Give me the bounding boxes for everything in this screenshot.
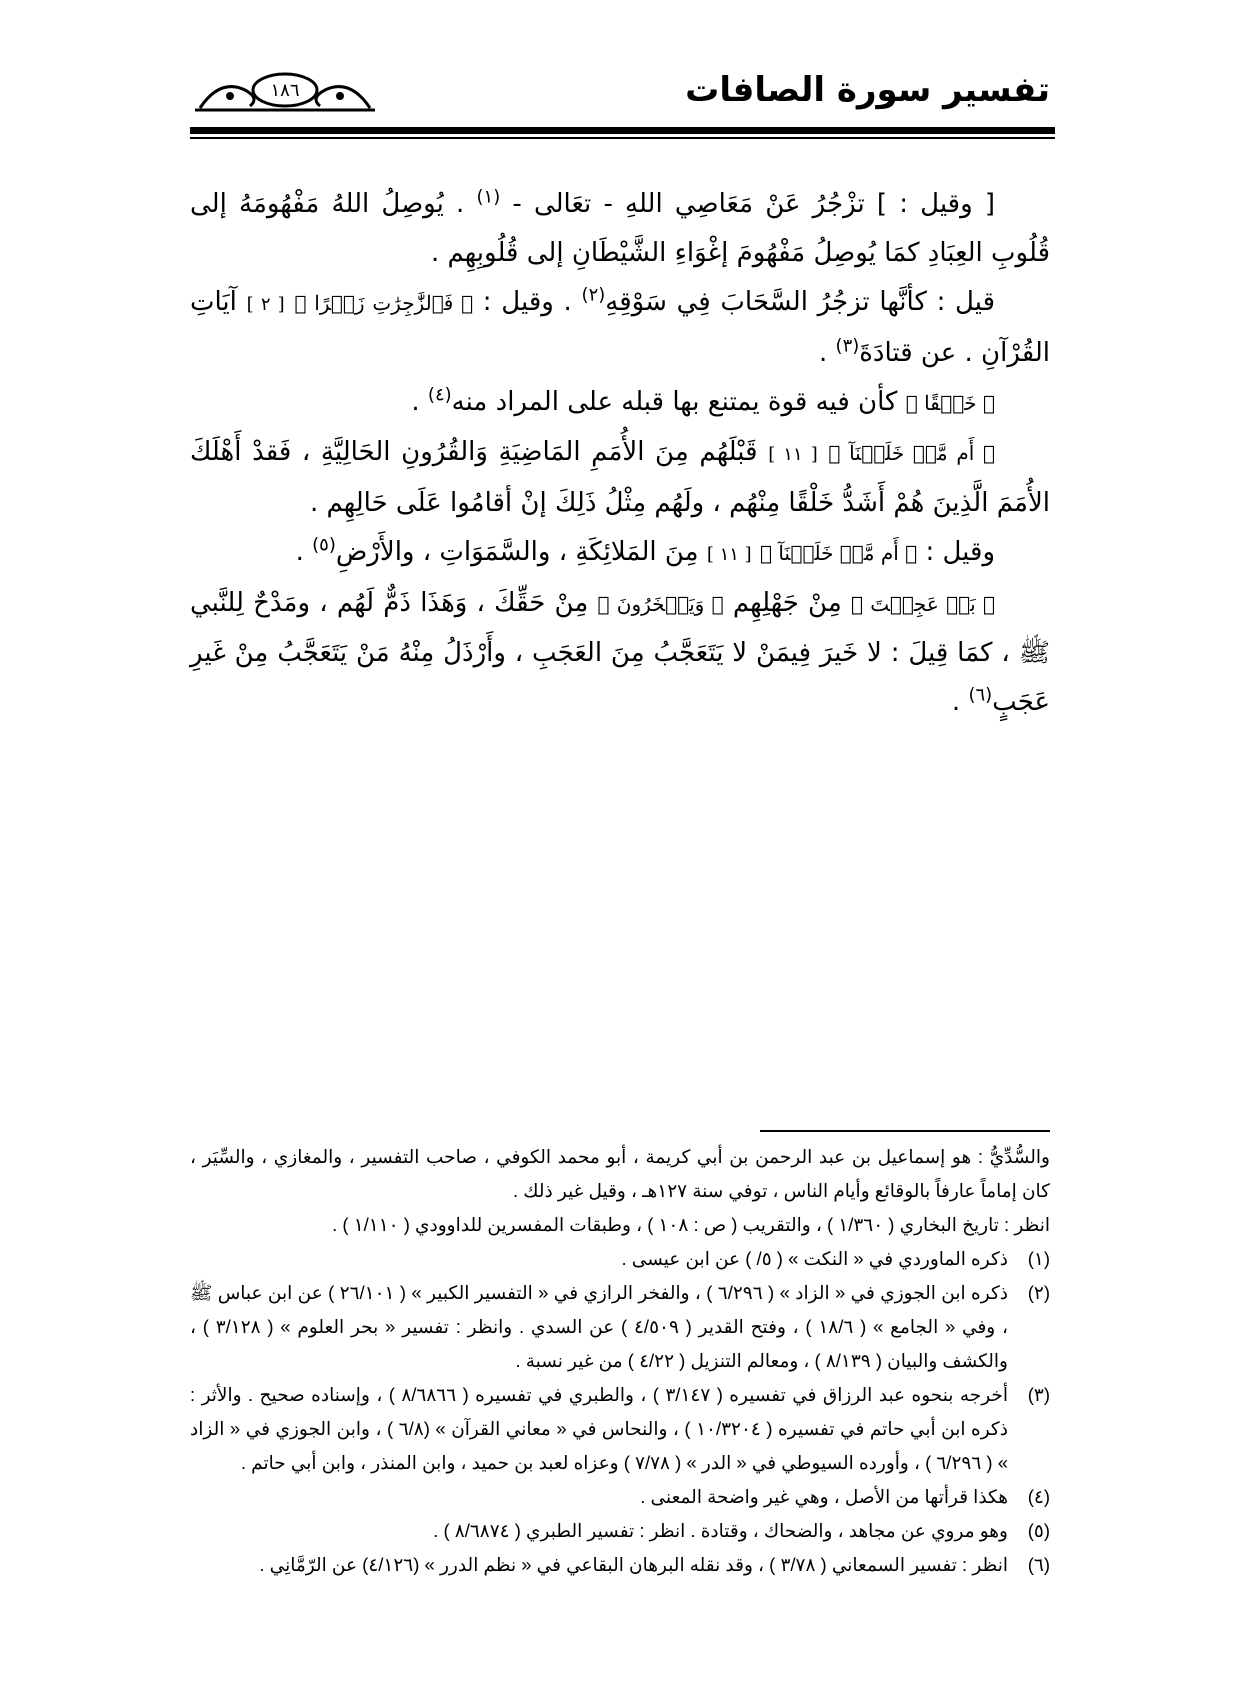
page-number: ١٨٦ [270,80,300,101]
quran-quote: ﴿ خَلۡقًا ﴾ [905,391,995,415]
paragraph-2: قيل : كأنَّها تزجُرُ السَّحَابَ فِي سَوْقِهِ$^{(٢)}$ . وقيل : ﴿ فَٱلزَّٰجِرَٰتِ زَجۡرًا ﴾ [ ٢ ] آيَاتِ القُرْآنِ . عن قتادَةَ$^{(٣)}$ . [190,284,1050,368]
footnote-continuation: والسُّدِّيُّ : هو إسماعيل بن عبد الرحمن بن أبي كريمة ، أبو محمد الكوفي ، صاحب التفسير ، والمغازي ، والسِّيَر ، كان إماماً عارفاً بالوقائع وأيام الناس ، توفي سنة ١٢٧هـ ، وقيل غير ذلك . [190,1146,1050,1201]
footnote-item: (٣) أخرجه بنحوه عبد الرزاق في تفسيره ( ٣/١٤٧ ) ، والطبري في تفسيره ( ٨/٦٨٦٦ ) ، وإسناده صحيح . والأثر : ذكره ابن أبي حاتم في تفسيره ( ١٠/٣٢٠٤ ) ، والنحاس في « معاني القرآن » (٦/٨ ) ، وابن الجوزي في « الزاد » ( ٦/٢٩٦ ) ، وأورده السيوطي في « الدر » ( ٧/٧٨ ) وعزاه لعبد بن حميد ، وابن المنذر ، وابن أبي حاتم . [190,1378,1050,1480]
footnote-item: (٤) هكذا قرأتها من الأصل ، وهي غير واضحة المعنى . [190,1480,1050,1514]
footnote-ref-3: (٣) [835,335,860,357]
quran-quote: ﴿ فَٱلزَّٰجِرَٰتِ زَجۡرًا ﴾ [294,291,474,315]
quran-quote: ﴿ وَيَسۡخَرُونَ ﴾ [597,592,724,616]
footnote-number: (٥) [1027,1520,1050,1541]
quran-quote: ﴿ بَلۡ عَجِبۡتَ ﴾ [850,592,995,616]
footnote-number: (٤) [1027,1486,1050,1507]
page-number-ornament [190,68,380,114]
header-rule-thick [190,127,1055,134]
paragraph-6: ﴿ بَلۡ عَجِبۡتَ ﴾ مِنْ جَهْلِهِم ﴿ وَيَسۡخَرُونَ ﴾ مِنْ حَقِّكَ ، وَهَذَا ذَمٌّ لَهُم ، ومَدْحٌ لِلنَّبي ﷺ ، كمَا قِيلَ : لا خَيرَ فِيمَنْ لا يَتَعَجَّبُ مِنَ العَجَبِ ، وأَرْذَلُ مِنْهُ مَنْ يَتَعَجَّبُ مِنْ غَيرِ عَجَبٍ$^{(٦)}$ . [190,588,1050,717]
footnote-item: (٢) ذكره ابن الجوزي في « الزاد » ( ٦/٢٩٦ ) ، والفخر الرازي في « التفسير الكبير » ( ٢٦/١٠١ ) عن ابن عباس ﷺ ، وفي « الجامع » ( ١٨/٦ ) ، وفتح القدير ( ٤/٥٠٩ ) عن السدي . وانظر : تفسير « بحر العلوم » ( ٣/١٢٨ ) ، والكشف والبيان ( ٨/١٣٩ ) ، ومعالم التنزيل ( ٤/٢٢ ) من غير نسبة . [190,1276,1050,1378]
paragraph-1: [ وقيل : ] تزْجُرُ عَنْ مَعَاصِي اللهِ - تعَالى - $^{(١)}$ . يُوصِلُ اللهُ مَفْهُومَهُ إلى قُلُوبِ العِبَادِ كمَا يُوصِلُ مَفْهُومَ إغْوَاءِ الشَّيْطَانِ إلى قُلُوبِهِم . [190,186,1050,268]
verse-ref: [ ١١ ] [768,444,818,465]
footnote-ref-6: (٦) [968,684,993,706]
page-title: تفسير سورة الصافات [685,70,1050,110]
footnote-number: (١) [1027,1248,1050,1269]
footnote-separator [760,1130,1050,1132]
verse-ref: [ ١١ ] [706,544,752,565]
paragraph-5: وقيل : ﴿ أَم مَّنۡ خَلَقۡنَآ ﴾ [ ١١ ] مِنَ المَلائِكَةِ ، والسَّمَوَاتِ ، والأَرْضِ$^{(٥)}$ . [295,534,995,567]
footnote-ref-5: (٥) [312,534,336,556]
quran-quote: ﴿ أَم مَّنۡ خَلَقۡنَآ ﴾ [759,541,918,565]
footnote-ref-1: (١) [476,186,501,208]
footnote-item: (١) ذكره الماوردي في « النكت » ( ٥/ ) عن ابن عيسى . [190,1242,1050,1276]
paragraph-4: ﴿ أَم مَّنۡ خَلَقۡنَآ ﴾ [ ١١ ] قَبْلَهُم مِنَ الأُمَمِ المَاضِيَةِ وَالقُرُونِ الحَالِيَّةِ ، فَقدْ أَهْلَكَ الأُمَمَ الَّذِينَ هُمْ أَشَدُّ خَلْقًا مِنْهُم ، ولَهُم مِثْلُ ذَلِكَ إنْ أقامُوا عَلَى حَالِهِم . [190,437,1050,518]
footnote-ref-4: (٤) [427,384,452,406]
footnote-ref-2: (٢) [581,284,606,306]
quran-quote: ﴿ أَم مَّنۡ خَلَقۡنَآ ﴾ [828,441,995,465]
footnote-number: (٢) [1027,1282,1050,1303]
verse-ref: [ ٢ ] [246,294,285,315]
footnote-continuation: انظر : تاريخ البخاري ( ١/٣٦٠ ) ، والتقريب ( ص : ١٠٨ ) ، وطبقات المفسرين للداوودي ( ١/١١٠ ) . [332,1214,1050,1235]
footnote-item: (٦) انظر : تفسير السمعاني ( ٣/٧٨ ) ، وقد نقله البرهان البقاعي في « نظم الدرر » (٤/١٢٦) عن الرّمَّانِي . [190,1548,1050,1582]
header-rule-thin [190,137,1055,139]
paragraph-3: ﴿ خَلۡقًا ﴾ كأن فيه قوة يمتنع بها قبله على المراد منه$^{(٤)}$ . [411,384,995,417]
footnotes [190,1140,1050,1582]
footnote-number: (٣) [1027,1384,1050,1405]
main-text [190,180,1050,727]
footnote-item: (٥) وهو مروي عن مجاهد ، والضحاك ، وقتادة . انظر : تفسير الطبري ( ٨/٦٨٧٤ ) . [190,1514,1050,1548]
footnote-number: (٦) [1027,1554,1050,1575]
